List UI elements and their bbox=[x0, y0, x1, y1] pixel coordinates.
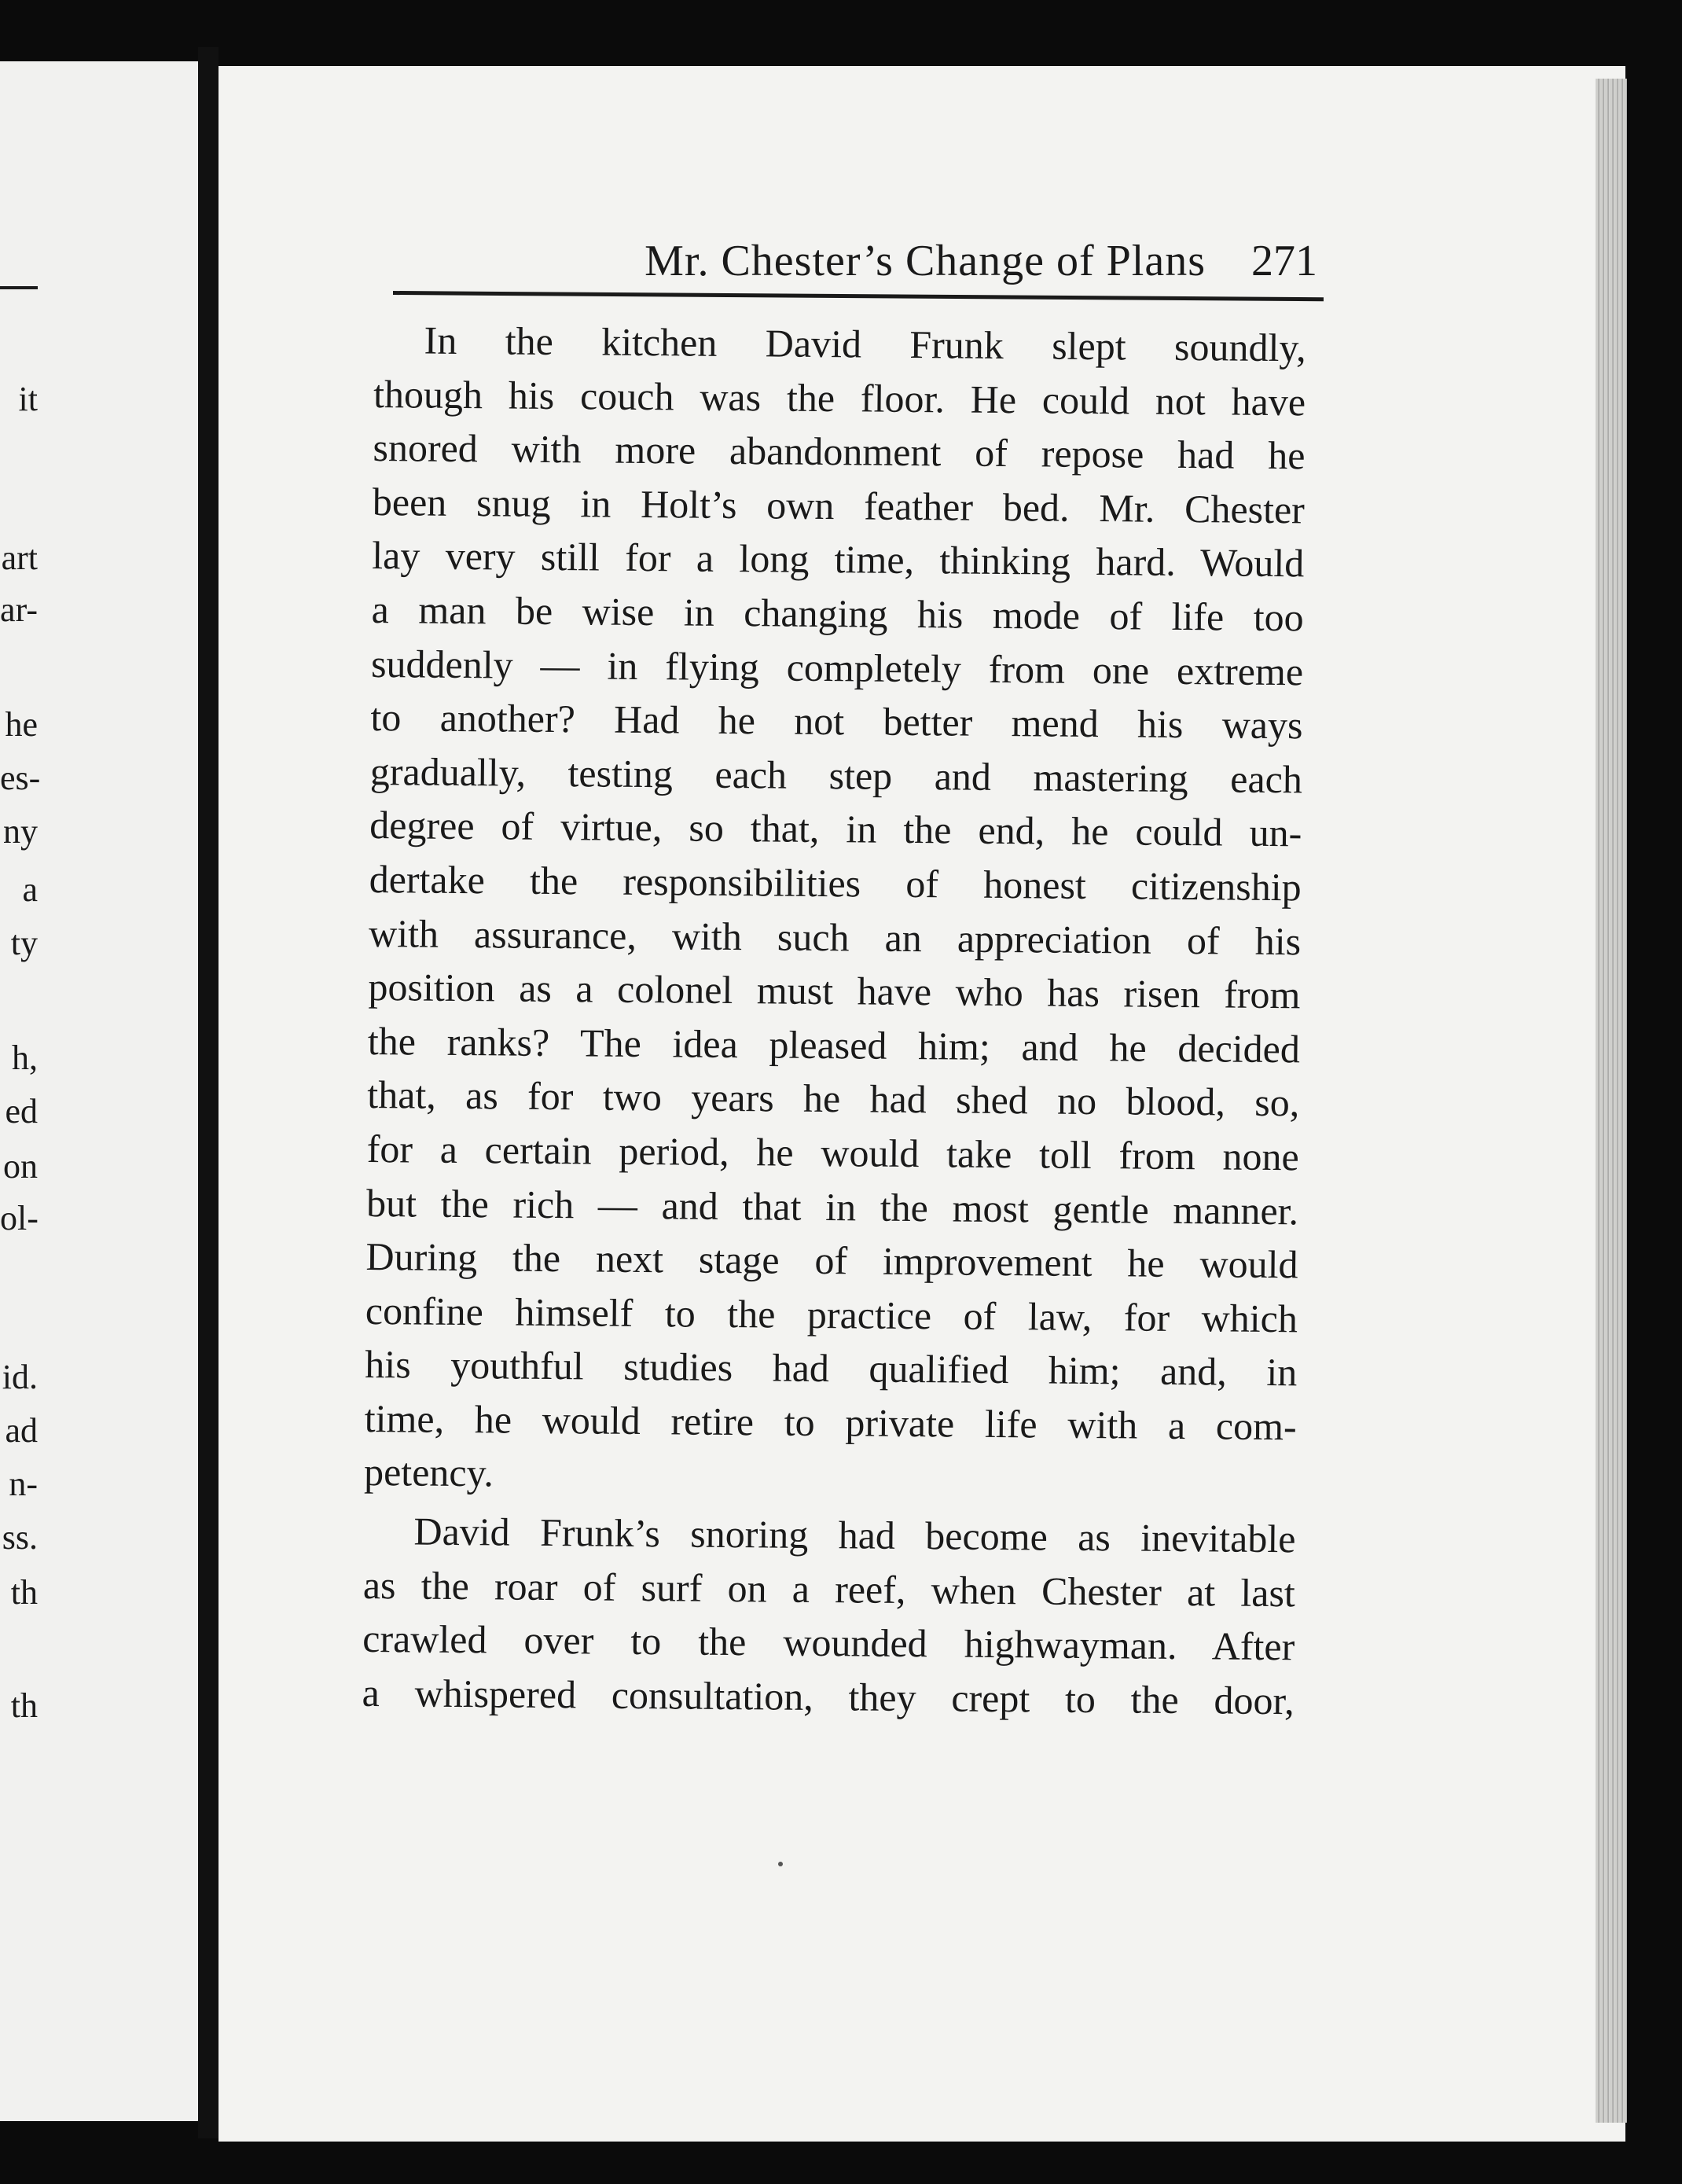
left-fragment: it bbox=[18, 380, 38, 418]
book-gutter bbox=[198, 47, 219, 2138]
left-fragment: ty bbox=[10, 924, 38, 962]
left-fragment: h, bbox=[12, 1039, 38, 1077]
left-fragment: ar- bbox=[0, 590, 38, 629]
text-line: though his couch was the floor. He could not have bbox=[373, 371, 1306, 424]
text-line: time, he would retire to private life with a com- bbox=[364, 1395, 1297, 1449]
left-fragment: th bbox=[10, 1686, 38, 1725]
text-line: a man be wise in changing his mode of life too bbox=[371, 586, 1304, 640]
text-line: During the next stage of improvement he would bbox=[365, 1234, 1298, 1287]
left-fragment: art bbox=[1, 539, 38, 577]
page-edges bbox=[1596, 79, 1627, 2123]
paragraph bbox=[364, 313, 1306, 1507]
paper-speck bbox=[778, 1862, 783, 1866]
left-fragment: ol- bbox=[0, 1199, 39, 1237]
text-line: for a certain period, he would take toll from none bbox=[366, 1126, 1299, 1179]
text-line: David Frunk’s snoring had become as inevitable bbox=[413, 1509, 1296, 1561]
left-fragment: th bbox=[10, 1573, 38, 1612]
left-fragment: n- bbox=[9, 1465, 38, 1503]
text-line: lay very still for a long time, thinking hard. Would bbox=[372, 533, 1305, 586]
page-number: 271 bbox=[1251, 237, 1317, 285]
running-head bbox=[393, 228, 1324, 299]
text-line: gradually, testing each step and mastering each bbox=[369, 748, 1303, 802]
left-fragment: ed bbox=[5, 1092, 38, 1131]
text-line: that, as for two years he had shed no blood, so, bbox=[367, 1072, 1300, 1125]
text-line: a whispered consultation, they crept to the door, bbox=[362, 1670, 1295, 1723]
left-fragment: on bbox=[3, 1147, 38, 1186]
text-line: suddenly — in flying completely from one extreme bbox=[370, 641, 1304, 693]
left-fragment: he bbox=[5, 705, 38, 744]
text-line: degree of virtue, so that, in the end, he could un- bbox=[369, 803, 1302, 855]
text-line: confine himself to the practice of law, for which bbox=[365, 1288, 1298, 1340]
left-fragment: ss. bbox=[2, 1518, 38, 1557]
text-line: with assurance, with such an appreciation of his bbox=[368, 910, 1302, 963]
text-line: as the roar of surf on a reef, when Chester at last bbox=[362, 1562, 1296, 1615]
text-line: In the kitchen David Frunk slept soundly, bbox=[424, 318, 1306, 370]
left-page bbox=[0, 61, 198, 2121]
left-fragment: ad bbox=[5, 1411, 38, 1450]
text-line: to another? Had he not better mend his ways bbox=[370, 695, 1303, 748]
paragraph bbox=[362, 1504, 1295, 1728]
body-text bbox=[362, 313, 1306, 1728]
text-line: his youthful studies had qualified him; and, in bbox=[365, 1342, 1298, 1395]
text-line: position as a colonel must have who has risen from bbox=[368, 965, 1301, 1017]
text-line: the ranks? The idea pleased him; and he decided bbox=[367, 1018, 1301, 1072]
left-fragment: es- bbox=[0, 759, 41, 797]
text-line: dertake the responsibilities of honest citizenship bbox=[369, 856, 1302, 910]
left-fragment: ny bbox=[3, 812, 38, 851]
text-line: crawled over to the wounded highwayman. After bbox=[362, 1616, 1295, 1669]
text-line: snored with more abandonment of repose had he bbox=[373, 425, 1306, 478]
left-fragment: a bbox=[22, 870, 38, 909]
text-line: been snug in Holt’s own feather bed. Mr. Chester bbox=[372, 479, 1306, 532]
right-page bbox=[219, 66, 1625, 2142]
text-line: petency. bbox=[363, 1450, 494, 1495]
text-line: but the rich — and that in the most gentle manner. bbox=[365, 1180, 1299, 1233]
left-fragment: id. bbox=[2, 1358, 38, 1396]
left-page-rule bbox=[0, 286, 38, 289]
running-head-title: Mr. Chester’s Change of Plans bbox=[645, 237, 1206, 285]
